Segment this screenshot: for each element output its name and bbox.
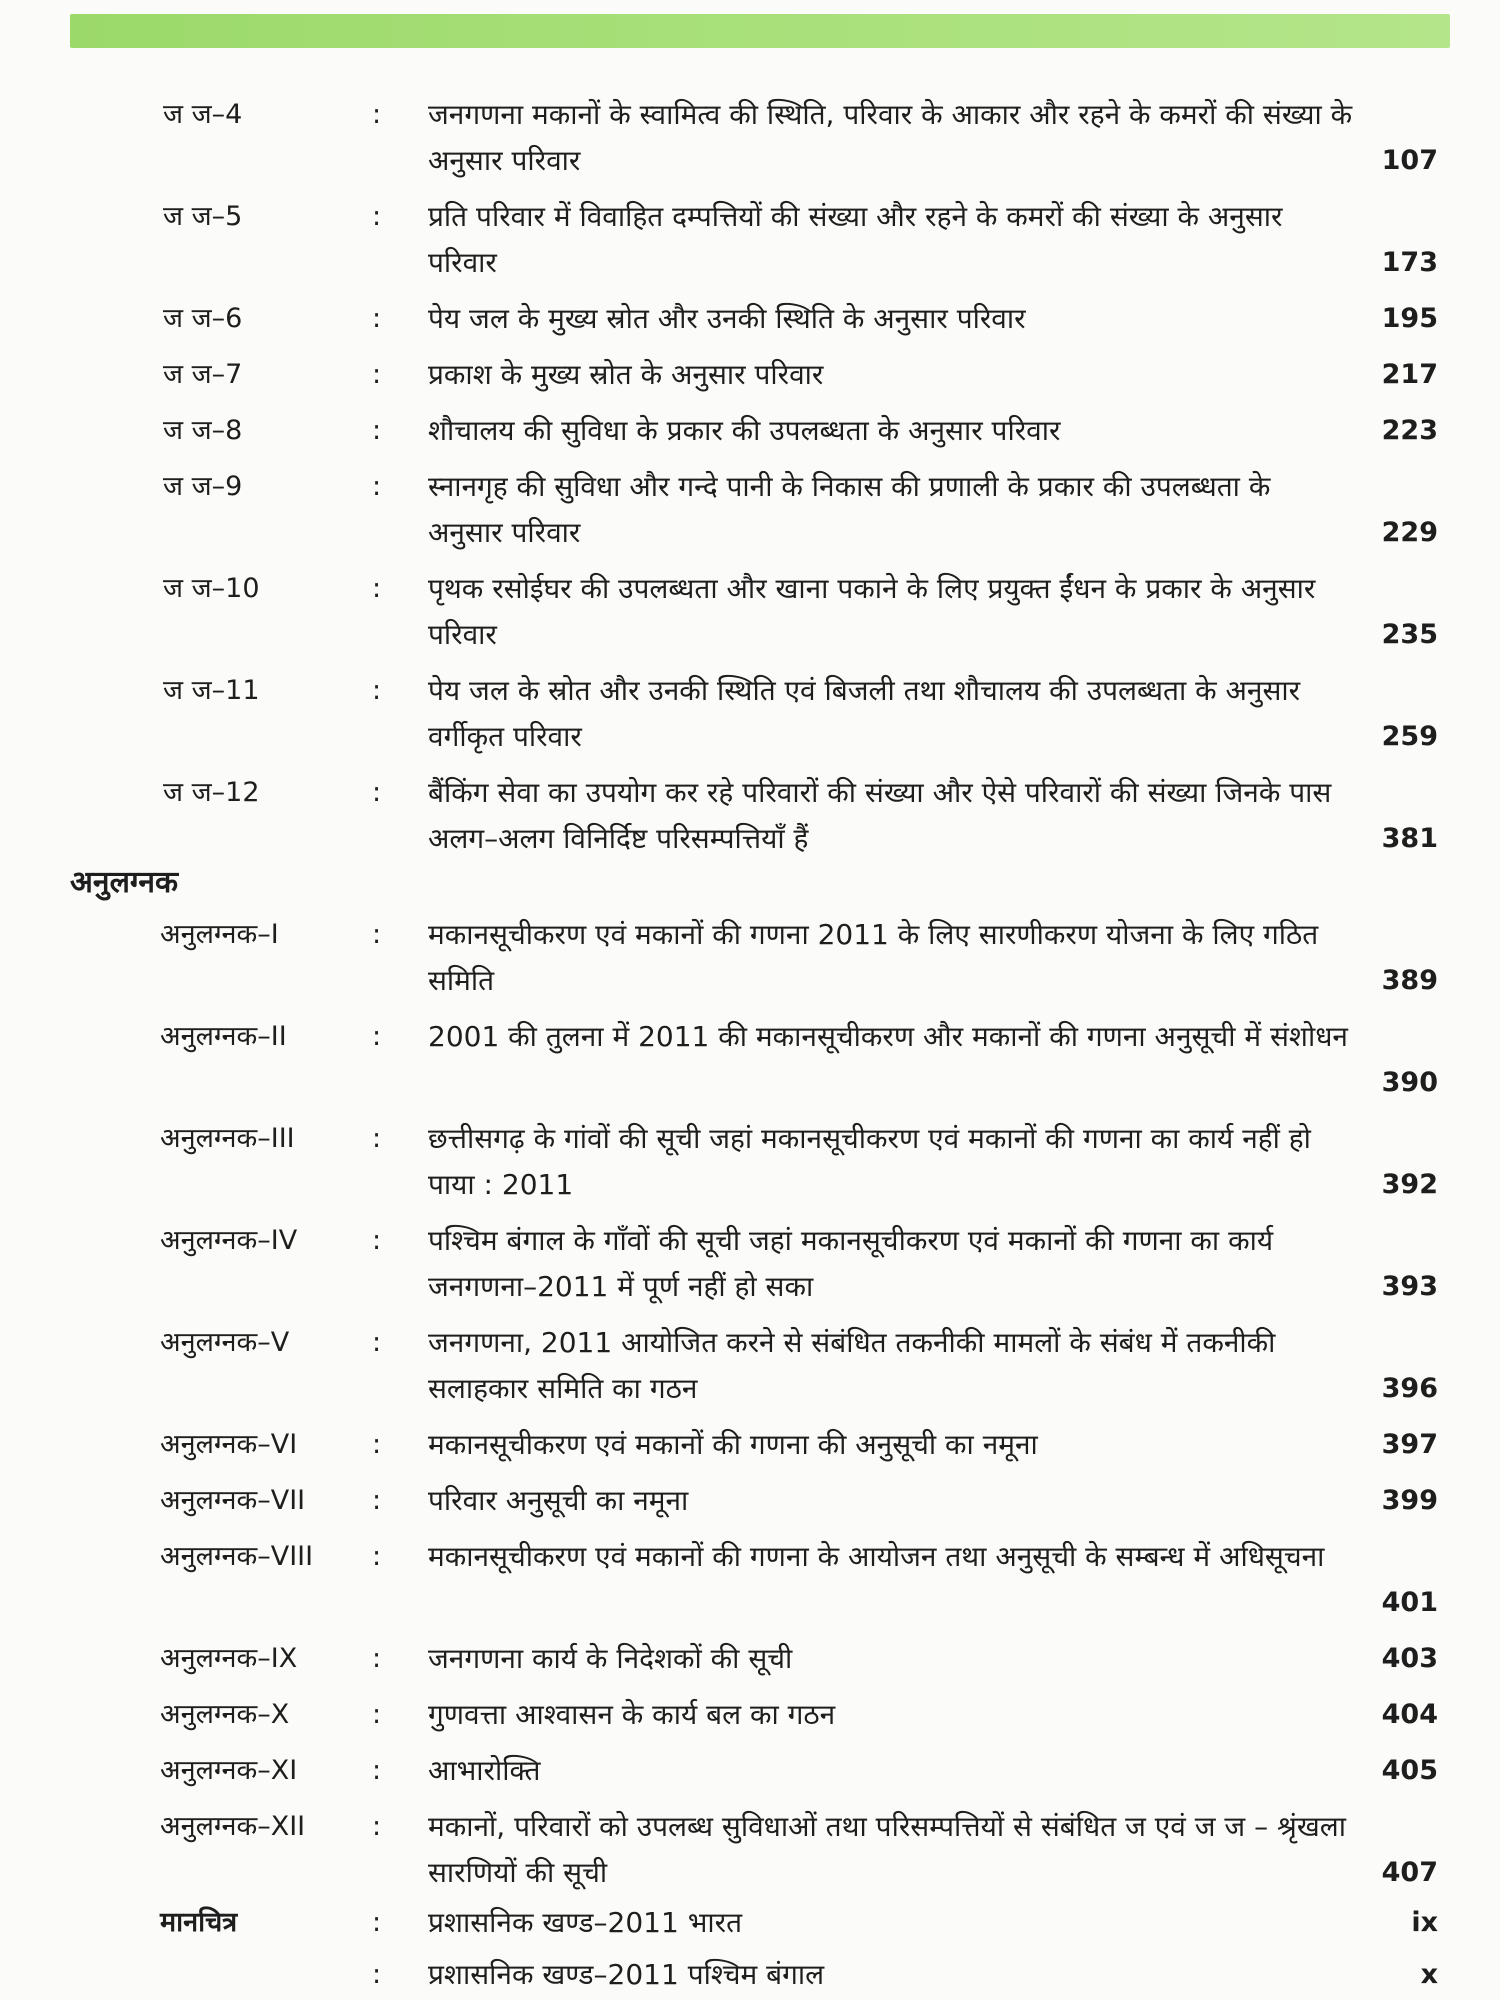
toc-code: ज ज–4 — [163, 99, 243, 130]
toc-colon: : — [372, 1123, 382, 1154]
toc-title: परिवार अनुसूची का नमूना — [428, 1484, 689, 1517]
toc-title: पेय जल के मुख्य स्रोत और उनकी स्थिति के अनुसार परिवार — [428, 302, 1026, 335]
toc-code: ज ज–10 — [163, 573, 260, 604]
toc-page-number: 223 — [1381, 415, 1438, 446]
toc-code: अनुलग्नक–V — [160, 1327, 290, 1358]
toc-page-number: 381 — [1381, 823, 1438, 854]
toc-page-number: 401 — [1381, 1587, 1438, 1618]
toc-colon: : — [372, 1959, 382, 1990]
toc-title: 2001 की तुलना में 2011 की मकानसूचीकरण और मकानों की गणना अनुसूची में संशोधन — [428, 1020, 1348, 1053]
toc-page-number: 407 — [1381, 1857, 1438, 1888]
toc-code: अनुलग्नक–XI — [160, 1755, 298, 1786]
toc-page-number: 392 — [1381, 1169, 1438, 1200]
toc-colon: : — [372, 303, 382, 334]
toc-code: ज ज–6 — [163, 303, 243, 334]
toc-title: जनगणना, 2011 आयोजित करने से संबंधित तकनीकी मामलों के संबंध में तकनीकी सलाहकार समिति का गठन — [428, 1326, 1276, 1405]
toc-colon: : — [372, 573, 382, 604]
toc-page-number: 404 — [1381, 1699, 1438, 1730]
toc-code: अनुलग्नक–IX — [160, 1643, 298, 1674]
toc-colon: : — [372, 1327, 382, 1358]
toc-colon: : — [372, 1541, 382, 1572]
toc-colon: : — [372, 1643, 382, 1674]
toc-page-number: 173 — [1381, 247, 1438, 278]
toc-page-number: 397 — [1381, 1429, 1438, 1460]
toc-page-number: 217 — [1381, 359, 1438, 390]
annexures-heading: अनुलग्नक — [70, 865, 179, 900]
toc-colon: : — [372, 415, 382, 446]
toc-colon: : — [372, 1021, 382, 1052]
toc-code: ज ज–9 — [163, 471, 243, 502]
toc-title: गुणवत्ता आश्वासन के कार्य बल का गठन — [428, 1698, 836, 1731]
toc-colon: : — [372, 1811, 382, 1842]
toc-code: ज ज–8 — [163, 415, 243, 446]
toc-title: मकानसूचीकरण एवं मकानों की गणना के आयोजन तथा अनुसूची के सम्बन्ध में अधिसूचना — [428, 1540, 1325, 1573]
toc-title: जनगणना मकानों के स्वामित्व की स्थिति, परिवार के आकार और रहने के कमरों की संख्या के अनुसार परिवार — [428, 98, 1353, 177]
toc-title: मकानों, परिवारों को उपलब्ध सुविधाओं तथा परिसम्पत्तियों से संबंधित ज एवं ज ज – श्रृंखला सारणियों की सूची — [428, 1810, 1346, 1889]
toc-code: ज ज–12 — [163, 777, 260, 808]
toc-page-number: 259 — [1381, 721, 1438, 752]
toc-code: अनुलग्नक–I — [160, 919, 279, 950]
toc-code: अनुलग्नक–VII — [160, 1485, 306, 1516]
toc-page-number: 405 — [1381, 1755, 1438, 1786]
maps-label: मानचित्र — [160, 1907, 238, 1938]
toc-colon: : — [372, 1429, 382, 1460]
toc-page-number: 107 — [1381, 145, 1438, 176]
toc-title: पश्चिम बंगाल के गाँवों की सूची जहां मकानसूचीकरण एवं मकानों की गणना का कार्य जनगणना–2011 में पूर्ण नहीं हो सका — [428, 1224, 1274, 1303]
toc-title: जनगणना कार्य के निदेशकों की सूची — [428, 1642, 793, 1675]
toc-page-number: 229 — [1381, 517, 1438, 548]
toc-colon: : — [372, 201, 382, 232]
toc-page-number: 399 — [1381, 1485, 1438, 1516]
toc-colon: : — [372, 471, 382, 502]
toc-code: ज ज–11 — [163, 675, 260, 706]
toc-code: ज ज–5 — [163, 201, 243, 232]
toc-page-number: 390 — [1381, 1067, 1438, 1098]
toc-page-number: 235 — [1381, 619, 1438, 650]
toc-page-number: 403 — [1381, 1643, 1438, 1674]
toc-code: अनुलग्नक–VI — [160, 1429, 298, 1460]
toc-code: अनुलग्नक–XII — [160, 1811, 306, 1842]
toc-colon: : — [372, 919, 382, 950]
toc-colon: : — [372, 1485, 382, 1516]
toc-page-number: ix — [1411, 1907, 1438, 1938]
toc-colon: : — [372, 675, 382, 706]
toc-page-number: x — [1420, 1959, 1438, 1990]
toc-page-number: 389 — [1381, 965, 1438, 996]
toc-title: मकानसूचीकरण एवं मकानों की गणना 2011 के लिए सारणीकरण योजना के लिए गठित समिति — [428, 918, 1319, 997]
toc-title: प्रशासनिक खण्ड–2011 भारत — [428, 1906, 743, 1939]
toc-code: अनुलग्नक–II — [160, 1021, 287, 1052]
toc-code: अनुलग्नक–X — [160, 1699, 290, 1730]
toc-code: ज ज–7 — [163, 359, 243, 390]
toc-colon: : — [372, 1907, 382, 1938]
toc-page-number: 393 — [1381, 1271, 1438, 1302]
toc-colon: : — [372, 99, 382, 130]
toc-title: प्रति परिवार में विवाहित दम्पत्तियों की संख्या और रहने के कमरों की संख्या के अनुसार परिवार — [428, 200, 1283, 279]
toc-title: प्रकाश के मुख्य स्रोत के अनुसार परिवार — [428, 358, 824, 391]
toc-title: मकानसूचीकरण एवं मकानों की गणना की अनुसूची का नमूना — [428, 1428, 1038, 1461]
toc-title: स्नानगृह की सुविधा और गन्दे पानी के निकास की प्रणाली के प्रकार की उपलब्धता के अनुसार परिवार — [428, 470, 1271, 549]
toc-colon: : — [372, 359, 382, 390]
toc-title: पेय जल के स्रोत और उनकी स्थिति एवं बिजली तथा शौचालय की उपलब्धता के अनुसार वर्गीकृत परिवार — [428, 674, 1301, 753]
toc-title: प्रशासनिक खण्ड–2011 पश्चिम बंगाल — [428, 1958, 825, 1991]
toc-colon: : — [372, 1699, 382, 1730]
toc-page-number: 396 — [1381, 1373, 1438, 1404]
toc-colon: : — [372, 777, 382, 808]
toc-colon: : — [372, 1225, 382, 1256]
toc-title: शौचालय की सुविधा के प्रकार की उपलब्धता के अनुसार परिवार — [428, 414, 1061, 447]
toc-page-number: 195 — [1381, 303, 1438, 334]
toc-title: आभारोक्ति — [428, 1754, 541, 1787]
toc-title: बैंकिंग सेवा का उपयोग कर रहे परिवारों की संख्या और ऐसे परिवारों की संख्या जिनके पास अलग–अलग विनिर्दिष्ट परिसम्पत्तियाँ हैं — [428, 776, 1332, 855]
toc-colon: : — [372, 1755, 382, 1786]
toc-title: पृथक रसोईघर की उपलब्धता और खाना पकाने के लिए प्रयुक्त ईंधन के प्रकार के अनुसार परिवार — [428, 572, 1316, 651]
toc-code: अनुलग्नक–III — [160, 1123, 295, 1154]
toc-code: अनुलग्नक–IV — [160, 1225, 298, 1256]
toc-title: छत्तीसगढ़ के गांवों की सूची जहां मकानसूचीकरण एवं मकानों की गणना का कार्य नहीं हो पाया : 2011 — [428, 1122, 1311, 1201]
toc-code: अनुलग्नक–VIII — [160, 1541, 314, 1572]
